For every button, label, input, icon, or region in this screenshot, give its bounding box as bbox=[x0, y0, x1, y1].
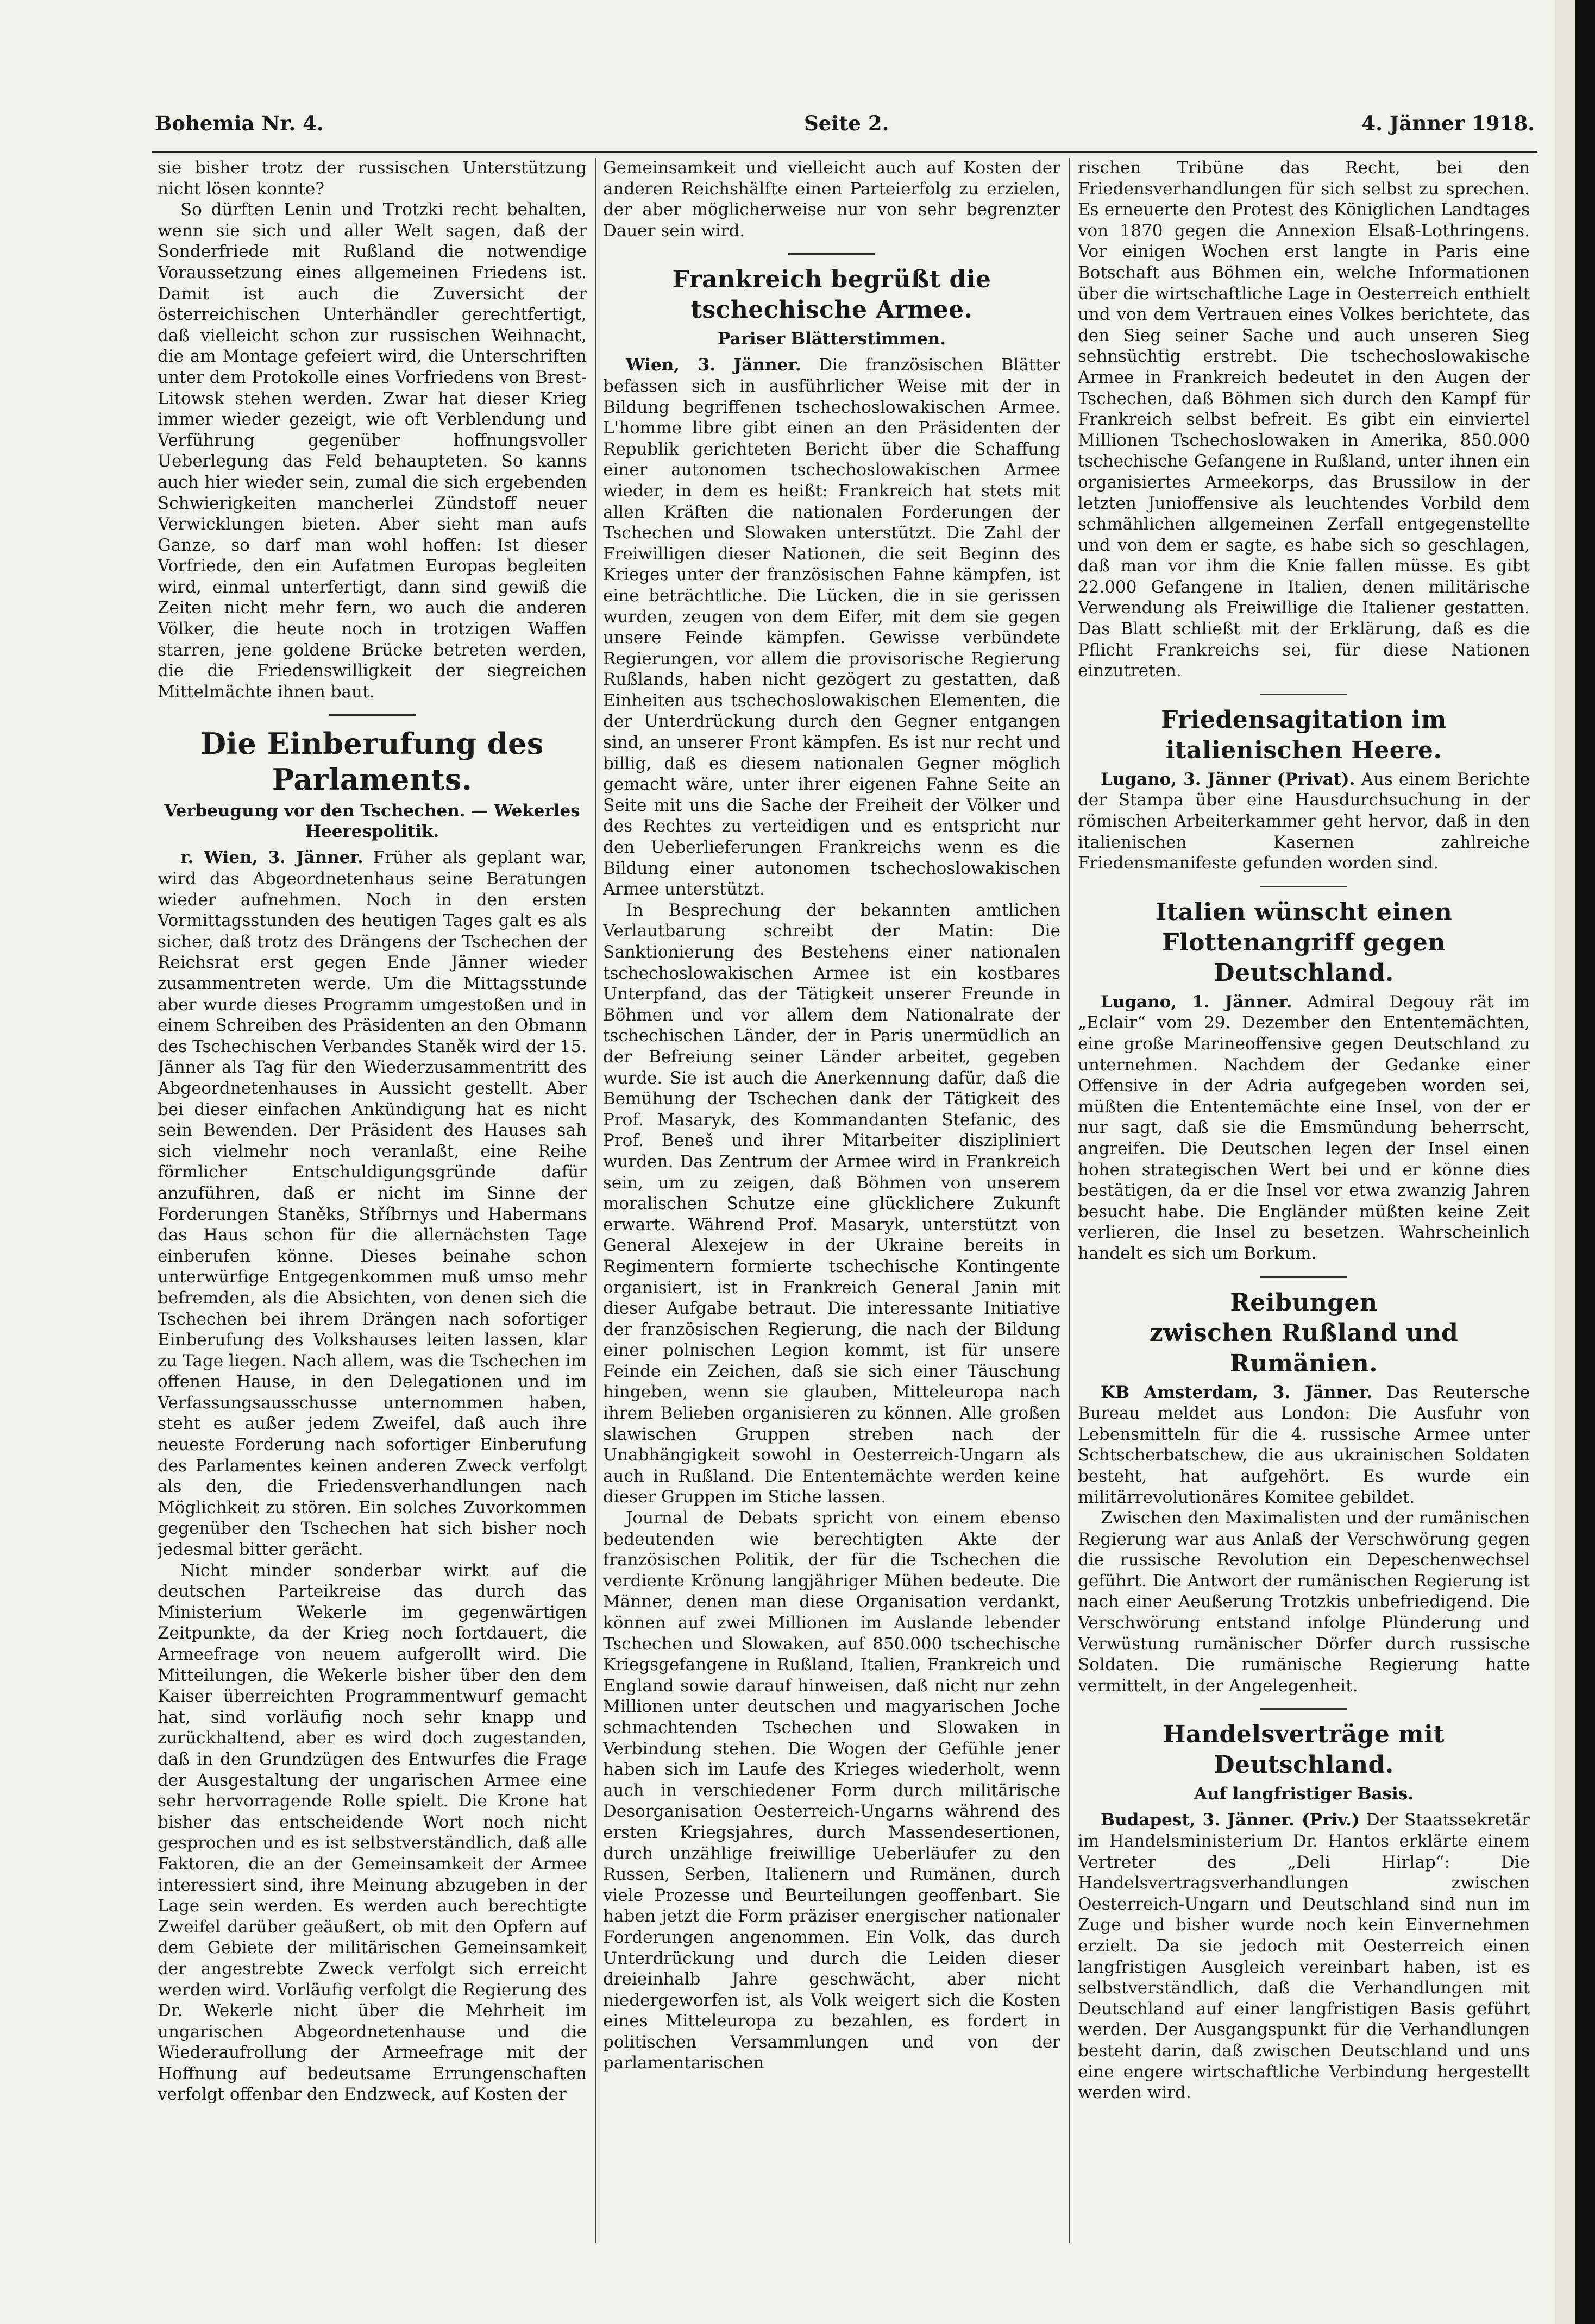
column-1 bbox=[158, 158, 587, 2243]
column-rule-1 bbox=[595, 158, 596, 2243]
separator bbox=[329, 714, 416, 716]
column-2 bbox=[603, 158, 1060, 2243]
headline: Die Einberufung des Parlaments. bbox=[200, 726, 544, 797]
paragraph: Zwischen den Maximalisten und der rumänischen Regierung war aus Anlaß der Verschwörung gegen die russische Revolution ein Depeschenwechsel geführt. Die Antwort der rumänischen Regierung ist nach einer Aeußerung Trotzkis unbefriedigend. Die Verschwörung entstand infolge Plünderung und Verwüstung rumänischer Dörfer durch russische Soldaten. Die rumänische Regierung hatte vermittelt, in der Angelegenheit. bbox=[1078, 1508, 1530, 1696]
headline: Reibungen bbox=[1230, 1288, 1378, 1317]
separator bbox=[1260, 694, 1347, 695]
page-number: Seite 2. bbox=[804, 111, 889, 135]
paragraph: Admiral Degouy rät im „Eclair“ vom 29. Dezember den Ententemächten, eine große Marineoffensive gegen Deutschland zu unternehmen. Nachdem der Gedanke einer Offensive in der Adria aufgegeben worden sei, müßten die Ententemächte eine Insel, von der er nur sagt, daß sie die Emsmündung beherrscht, angreifen. Die Deutschen legen der Insel einen hohen strategischen Wert bei und er könne dies bestätigen, da er die Insel vor etwa zwanzig Jahren besucht habe. Die Engländer müßten keine Zeit verlieren, die Insel zu besetzen. Wahrscheinlich handelt es sich um Borkum. bbox=[1078, 992, 1530, 1263]
header-rule bbox=[152, 151, 1537, 153]
column-rule-2 bbox=[1069, 158, 1070, 2243]
paragraph: Früher als geplant war, wird das Abgeordnetenhaus seine Beratungen wieder aufnehmen. Noch in den ersten Vormittagsstunden des heutigen Tages galt es als sicher, daß trotz des Drängens der Tschechen der Reichsrat erst gegen Ende Jänner wieder zusammentreten werde. Um die Mittagsstunde aber wurde dieses Programm umgestoßen und in einem Schreiben des Präsidenten an den Obmann des Tschechischen Verbandes Staněk wird der 15. Jänner als Tag für den Wiederzusammentritt des Abgeordnetenhauses in Aussicht gestellt. Aber bei dieser einfachen Ankündigung hat es nicht sein Bewenden. Der Präsident des Hauses sah sich vielmehr noch veranlaßt, eine Reihe förmlicher Entschuldigungsgründe dafür anzuführen, daß er nicht im Sinne der Forderungen Staněks, Stříbrnys und Habermans das Haus schon für die allernächsten Tage einberufen könne. Dieses beinahe schon unterwürfige Entgegenkommen muß umso mehr befremden, als die Absichten, von denen sich die Tschechen bei ihrem Drängen nach sofortiger Einberufung des Volkshauses leiten lassen, klar zu Tage liegen. Nach allem, was die Tschechen im offenen Hause, in den Delegationen und im Verfassungsausschusse unternommen haben, steht es außer jedem Zweifel, daß auch ihre neueste Forderung nach sofortiger Einberufung des Parlamentes keinen anderen Zweck verfolgt als den, die Friedensverhandlungen nach Möglichkeit zu stören. Ein solches Zuvorkommen gegenüber den Tschechen hat sich bisher noch jedesmal bitter gerächt. bbox=[158, 848, 587, 1560]
paragraph: Journal de Debats spricht von einem ebenso bedeutenden wie berechtigten Akte der französischen Politik, der für die Tschechen die verdiente Krönung langjähriger Mühen bedeute. Die Männer, denen man diese Organisation verdankt, können auf zwei Millionen im Auslande lebender Tschechen und Slowaken, auf 850.000 tschechische Kriegsgefangene in Rußland, Italien, Frankreich und England sowie darauf hinweisen, daß nicht nur zehn Millionen unter deutschen und magyarischen Joche schmachtenden Tschechen und Slowaken in Verbindung stehen. Die Wogen der Gefühle jener haben sich im Laufe des Krieges wiederholt, wenn auch in verschiedener Form durch militärische Desorganisation Oesterreich-Ungarns während des ersten Kriegsjahres, durch Massendesertionen, durch unzählige freiwillige Ueberläufer zu den Russen, Serben, Italienern und Rumänen, durch viele Prozesse und Beurteilungen geoffenbart. Sie haben jetzt die Form präziser energischer nationaler Forderungen angenommen. Ein Volk, das durch Unterdrückung und durch die Leiden dieser dreieinhalb Jahre geschwächt, aber nicht niedergeworfen ist, als Volk weigert sich die Kosten eines Mitteleuropa zu bezahlen, es fordert in politischen Versammlungen und von der parlamentarischen bbox=[603, 1508, 1060, 2073]
headline: zwischen Rußland und Rumänien. bbox=[1149, 1319, 1459, 1377]
paragraph: Aus einem Berichte der Stampa über eine Hausdurchsuchung in der römischen Arbeiterkammer geht hervor, daß in den italienischen Kasernen zahlreiche Friedensmanifeste gefunden worden sind. bbox=[1078, 769, 1530, 873]
separator bbox=[1260, 1708, 1347, 1710]
separator bbox=[1260, 1276, 1347, 1278]
subheadline: Auf langfristiger Basis. bbox=[1194, 1784, 1414, 1804]
column-3 bbox=[1078, 158, 1530, 2243]
paragraph: Der Staatssekretär im Handelsministerium Dr. Hantos erklärte einem Vertreter des „Deli Hirlap“: Die Handelsvertragsverhandlungen zwischen Oesterreich-Ungarn und Deutschland sind nun im Zuge und bisher wurde noch kein Einvernehmen erzielt. Da sie jedoch mit Oesterreich einen langfristigen Ausgleich vereinbart haben, ist es selbstverständlich, daß die Verhandlungen mit Deutschland auf einer langfristigen Basis geführt werden. Der Ausgangspunkt für die Verhandlungen besteht darin, daß zwischen Deutschland und uns eine engere wirtschaftliche Verbindung hergestellt werden wird. bbox=[1078, 1810, 1530, 2103]
paragraph: In Besprechung der bekannten amtlichen Verlautbarung schreibt der Matin: Die Sanktionierung des Bestehens einer nationalen tschechoslowakischen Armee ist ein kostbares Unterpfand, das der Tätigkeit unserer Freunde in Böhmen und vor allem dem Nationalrate der tschechischen Länder, der in Paris unermüdlich an der Befreiung seiner Länder arbeitet, gegeben wurde. Sie ist auch die Anerkennung dafür, daß die Bemühung der Tschechen dank der Tätigkeit des Prof. Masaryk, des Kommandanten Stefanic, des Prof. Beneš und ihrer Mitarbeiter diszipliniert wurden. Das Zentrum der Armee wird in Frankreich sein, um zu zeigen, daß Böhmen von unserem moralischen Schutze eine glücklichere Zukunft erwarte. Während Prof. Masaryk, unterstützt von General Alexejew in der Ukraine bereits in Regimentern formierte tschechische Kontingente organisiert, ist in Frankreich General Janin mit dieser Aufgabe betraut. Die interessante Initiative der französischen Regierung, die nach der Bildung einer polnischen Legion kommt, ist für unsere Feinde ein Zeichen, daß sie sich einer Täuschung hingeben, wenn sie glauben, Mitteleuropa nach ihrem Belieben organisieren zu können. Alle großen slawischen Gruppen streben nach der Unabhängigkeit sowohl in Oesterreich-Ungarn als auch in Rußland. Die Ententemächte werden keine dieser Gruppen im Stiche lassen. bbox=[603, 900, 1060, 1507]
paragraph: Nicht minder sonderbar wirkt auf die deutschen Parteikreise das durch das Ministerium Wekerle im gegenwärtigen Zeitpunkte, da der Krieg noch fortdauert, die Armeefrage von neuem aufgerollt wird. Die Mitteilungen, die Wekerle bisher über den dem Kaiser überreichten Programmentwurf gemacht hat, sind vorläufig noch sehr knapp und zurückhaltend, aber es wird doch zugestanden, daß in den Grundzügen des Entwurfes die Frage der Ausgestaltung der ungarischen Armee eine sehr hervorragende Rolle spielt. Die Krone hat bisher das entscheidende Wort noch nicht gesprochen und es ist selbstverständlich, daß alle Faktoren, die an der Gemeinsamkeit der Armee interessiert sind, ihre Meinung abzugeben in der Lage sein werden. Es werden auch berechtigte Zweifel darüber geäußert, ob mit den Opfern auf dem Gebiete der militärischen Gemeinsamkeit der angestrebte Zweck verfolgt sich erreicht werden wird. Vorläufig verfolgt die Regierung des Dr. Wekerle nicht über die Mehrheit im ungarischen Abgeordnetenhause und die Wiederaufrollung der Armeefrage mit der Hoffnung auf bedeutsame Errungenschaften verfolgt offenbar den Endzweck, auf Kosten der bbox=[158, 1560, 587, 2105]
issue-date: 4. Jänner 1918. bbox=[1361, 111, 1535, 135]
separator bbox=[788, 253, 875, 255]
dateline: Budapest, 3. Jänner. (Priv.) bbox=[1101, 1810, 1360, 1830]
paragraph: rischen Tribüne das Recht, bei den Friedensverhandlungen für sich selbst zu sprechen. Es erneuerte den Protest des Königlichen Landtages von 1870 gegen die Annexion Elsaß-Lothringens. Vor einigen Wochen erst langte in Paris eine Botschaft aus Böhmen ein, welche Informationen über die wirtschaftliche Lage in Oesterreich enthielt und von dem Vertrauen eines Volkes berichtete, das den Sieg seiner Sache und auch unseren Sieg sehnsüchtig erstrebt. Die tschechoslowakische Armee in Frankreich bedeutet in den Augen der Tschechen, daß Böhmen sich durch den Kampf für Frankreich selbst befreit. Es gibt ein einviertel Millionen Tschechoslowaken in Amerika, 850.000 tschechische Gefangene in Rußland, unter ihnen ein organisiertes Armeekorps, das Brussilow in der letzten Junioffensive als leuchtendes Vorbild dem schmählichen allgemeinen Zerfall entgegenstellte und von dem er sagte, es habe sich so geschlagen, daß man vor ihm die Knie fallen müsse. Es gibt 22.000 Gefangene in Italien, denen militärische Verwendung als Freiwillige die Italiener gestatten. Das Blatt schließt mit der Erklärung, daß es die Pflicht Frankreichs sei, für diese Nationen einzutreten. bbox=[1078, 158, 1530, 681]
dateline: Lugano, 1. Jänner. bbox=[1101, 992, 1292, 1012]
subheadline: Verbeugung vor den Tschechen. — Wekerles Heerespolitik. bbox=[164, 801, 580, 842]
dateline: r. Wien, 3. Jänner. bbox=[180, 848, 363, 868]
scan-edge bbox=[1555, 0, 1575, 2324]
paragraph: sie bisher trotz der russischen Unterstützung nicht lösen konnte? bbox=[158, 158, 587, 199]
paragraph: Die französischen Blätter befassen sich in ausführlicher Weise mit der in Bildung begriffenen tschechoslowakischen Armee. L'homme libre gibt einen an den Präsidenten der Republik gerichteten Bericht über die Schaffung einer autonomen tschechoslowakischen Armee wieder, in dem es heißt: Frankreich hat stets mit allen Kräften die nationalen Forderungen der Tschechen und Slowaken unterstützt. Die Zahl der Freiwilligen dieser Nationen, die seit Beginn des Krieges unter der französischen Fahne kämpfen, ist eine beträchtliche. Die Lücken, die in sie gerissen wurden, zeugen von dem Eifer, mit dem sie gegen unsere Feinde kämpfen. Gewisse verbündete Regierungen, vor allem die provisorische Regierung Rußlands, haben nicht gezögert zu gestatten, daß Einheiten aus tschechoslowakischen Elementen, die der Unterdrückung durch den Gegner entgangen sind, an unserer Front kämpfen. Es ist nur recht und billig, daß es diesem nationalen Gegner möglich gemacht wäre, unter ihrer eigenen Fahne Seite an Seite mit uns die Sache der Freiheit der Völker und des Rechtes zu verteidigen und es entspricht nur den Ueberlieferungen Frankreichs wenn es die Bildung einer autonomen tschechoslowakischen Armee unterstützt. bbox=[603, 355, 1060, 899]
headline: Friedensagitation im italienischen Heere. bbox=[1161, 706, 1447, 764]
dateline: Wien, 3. Jänner. bbox=[626, 355, 801, 375]
scan-border bbox=[1575, 0, 1595, 2324]
masthead-issue: Bohemia Nr. 4. bbox=[155, 111, 324, 135]
headline: Handelsverträge mit Deutschland. bbox=[1163, 1721, 1445, 1779]
dateline: Lugano, 3. Jänner (Privat). bbox=[1101, 769, 1355, 789]
headline: Italien wünscht einen Flottenangriff gegen Deutschland. bbox=[1155, 898, 1453, 987]
separator bbox=[1260, 886, 1347, 887]
dateline: KB Amsterdam, 3. Jänner. bbox=[1101, 1382, 1372, 1402]
page-header bbox=[155, 111, 1535, 147]
paragraph: Gemeinsamkeit und vielleicht auch auf Kosten der anderen Reichshälfte einen Parteierfolg zu erzielen, der aber möglicherweise nur von sehr begrenzter Dauer sein wird. bbox=[603, 158, 1060, 241]
paragraph: Das Reutersche Bureau meldet aus London: Die Ausfuhr von Lebensmitteln für die 4. russische Armee unter Schtscherbatschew, die aus ukrainischen Soldaten besteht, hat aufgehört. Es wurde ein militärrevolutionäres Komitee gebildet. bbox=[1078, 1382, 1530, 1507]
paragraph: So dürften Lenin und Trotzki recht behalten, wenn sie sich und aller Welt sagen, daß der Sonderfriede mit Rußland die notwendige Voraussetzung eines allgemeinen Friedens ist. Damit ist auch die Zuversicht der österreichischen Unterhändler gerechtfertigt, daß vielleicht schon zur russischen Weihnacht, die am Montage gefeiert wird, die Unterschriften unter dem Protokolle eines Vorfriedens von Brest-Litowsk stehen werden. Zwar hat dieser Krieg immer wieder gezeigt, wie oft Verblendung und Verführung gegenüber hoffnungsvoller Ueberlegung das Feld behaupteten. So kanns auch hier wieder sein, zumal die sich ergebenden Schwierigkeiten mancherlei Zündstoff neuer Verwicklungen bieten. Aber sieht man aufs Ganze, so darf man wohl hoffen: Ist dieser Vorfriede, den ein Aufatmen Europas begleiten wird, einmal unterfertigt, dann sind gewiß die Zeiten nicht mehr fern, wo auch die anderen Völker, die heute noch in trotzigen Waffen starren, jene goldene Brücke betreten werden, die die Friedenswilligkeit der siegreichen Mittelmächte ihnen baut. bbox=[158, 200, 587, 702]
headline: Frankreich begrüßt die tschechische Armee. bbox=[672, 266, 991, 324]
subheadline: Pariser Blätterstimmen. bbox=[718, 329, 946, 349]
